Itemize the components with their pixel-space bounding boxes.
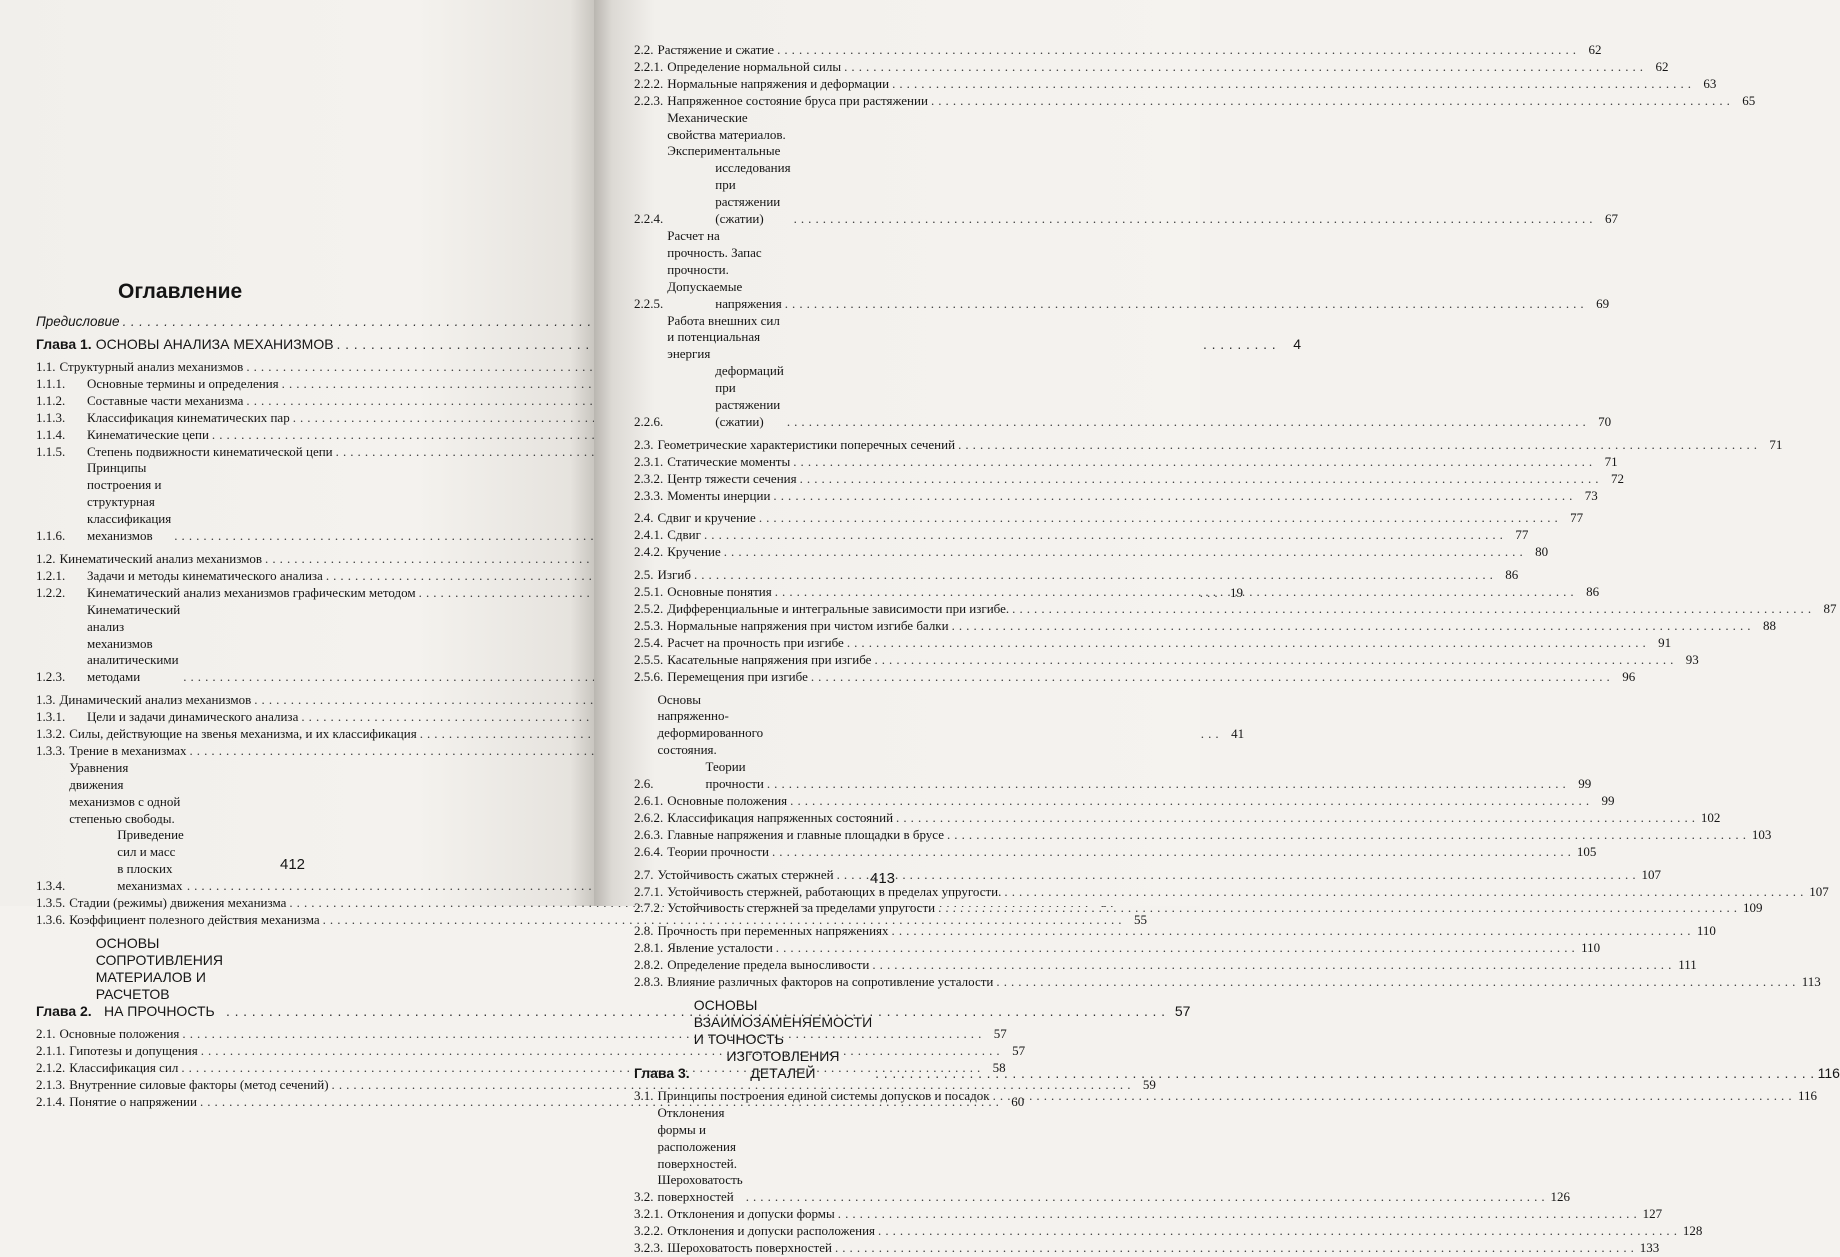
toc-leader-dots	[837, 867, 1636, 884]
toc-entry-title: Работа внешних сил и потенциальная энергия	[667, 312, 780, 362]
toc-entry-page: 99	[1601, 792, 1615, 808]
toc-entry-title: Степень подвижности кинематической цепи	[87, 443, 333, 459]
toc-entry-title: Устойчивость сжатых стержней	[657, 866, 834, 882]
toc-entry-number: 1.2.	[36, 550, 56, 566]
toc-entry	[634, 453, 1618, 471]
toc-entry-number: 1.3.6.	[36, 912, 66, 927]
toc-entry	[634, 792, 1615, 810]
toc-entry-number: 2.7.	[634, 866, 654, 882]
toc-entry	[634, 900, 1763, 917]
toc-entry	[634, 617, 1776, 635]
toc-entry	[634, 634, 1672, 652]
toc-entry-title: Теории прочности	[667, 843, 769, 859]
toc-entry-number: 1.1.5.	[36, 443, 66, 459]
toc-leader-dots	[794, 211, 1593, 228]
toc-entry-number: 2.1.4.	[36, 1093, 66, 1109]
toc-leader-dots	[847, 635, 1646, 652]
toc-entry	[36, 460, 551, 545]
toc-entry-title: Основные положения	[59, 1025, 180, 1041]
toc-entry	[634, 923, 1716, 940]
toc-entry-number: 2.7.1.	[634, 883, 664, 899]
toc-entry-number: 2.1.2.	[36, 1059, 66, 1075]
toc-entry-page: 88	[1762, 617, 1776, 633]
toc-entry	[36, 743, 551, 760]
toc-entry	[634, 1206, 1663, 1223]
toc-entry-title: Перемещения при изгибе	[667, 668, 808, 684]
toc-entry-number: 2.3.3.	[634, 487, 664, 503]
toc-entry-page: 71	[1769, 436, 1783, 452]
toc-entry-number: 2.8.3.	[634, 974, 664, 990]
toc-entry-number: 2.4.	[634, 510, 654, 526]
toc-entry-number: 2.2.4.	[634, 211, 664, 227]
toc-entry	[36, 726, 1245, 743]
toc-entry-title: Моменты инерции	[667, 487, 771, 503]
toc-entry-title: Прочность при переменных напряжениях	[657, 923, 889, 939]
toc-entry-title: ОСНОВЫ СОПРОТИВЛЕНИЯ МАТЕРИАЛОВ И РАСЧЕТОВ	[95, 934, 223, 1002]
toc-entry-title: Влияние различных факторов на сопротивление усталости	[667, 974, 994, 990]
toc-entry-page: 86	[1505, 567, 1519, 583]
toc-entry-number: 2.1.3.	[36, 1076, 66, 1092]
toc-entry-title: Центр тяжести сечения	[667, 470, 797, 486]
toc-entry-number: 2.5.3.	[634, 617, 664, 633]
toc-entry-number: 2.1.1.	[36, 1042, 66, 1058]
toc-entry	[634, 1223, 1703, 1240]
toc-entry-number: 2.6.	[634, 776, 654, 792]
toc-entry-page: 57	[993, 1025, 1007, 1041]
toc-entry-page: 70	[1598, 413, 1612, 429]
toc-entry-number: 2.6.1.	[634, 792, 664, 808]
toc-entry-title: Устойчивость стержней за пределами упругости	[667, 900, 936, 916]
toc-entry-page: 57	[1174, 1002, 1191, 1019]
toc-entry-title: Механические свойства материалов. Экспериментальные	[667, 109, 786, 159]
toc-entry	[36, 895, 551, 912]
toc-entry-number: 1.2.1.	[36, 567, 66, 583]
toc-leader-dots	[1012, 601, 1811, 618]
toc-entry-page: 72	[1610, 470, 1624, 486]
toc-leader-dots	[790, 793, 1589, 810]
toc-entry-page: 99	[1578, 776, 1592, 792]
toc-entry-title: ОСНОВЫ АНАЛИЗА МЕХАНИЗМОВ	[95, 336, 334, 352]
toc-entry-title: Кинематический анализ механизмов аналитическими	[87, 601, 181, 668]
toc-entry-page: 128	[1682, 1223, 1703, 1239]
toc-entry-page: 111	[1678, 957, 1697, 973]
toc-leader-dots	[931, 93, 1730, 110]
toc-entry-page: 126	[1550, 1189, 1571, 1205]
toc-entry-page: 116	[1817, 1064, 1840, 1081]
toc-entry	[634, 92, 1756, 110]
toc-entry-page: 80	[1535, 544, 1549, 560]
toc-entry	[634, 75, 1717, 93]
toc-leader-dots	[878, 1223, 1677, 1240]
toc-entry-title: Растяжение и сжатие	[657, 42, 775, 57]
toc-entry-page: 57	[1012, 1042, 1026, 1058]
toc-entry-title: Геометрические характеристики поперечных сечений	[657, 436, 956, 452]
page-number-left: 412	[280, 856, 306, 873]
toc-entry-number: 1.3.	[36, 692, 56, 708]
toc-leader-dots	[772, 844, 1571, 861]
toc-entry	[634, 1104, 1571, 1206]
toc-entry-number: 2.2.3.	[634, 92, 664, 108]
toc-entry-title: Структурный анализ механизмов	[59, 359, 244, 374]
toc-entry-title: Главные напряжения и главные площадки в брусе	[667, 826, 944, 842]
toc-entry-number: 1.3.1.	[36, 709, 66, 725]
toc-entry	[634, 470, 1624, 488]
toc-entry-number: 3.1.	[634, 1087, 654, 1103]
toc-entry-title: Классификация сил	[69, 1059, 179, 1075]
toc-leader-dots	[892, 923, 1691, 940]
toc-entry-page: 73	[1584, 487, 1598, 503]
toc-entry	[36, 1076, 1156, 1094]
toc-entry	[634, 42, 1602, 59]
toc-entry-number: 1.1.6.	[36, 528, 66, 544]
toc-entry-number: 2.5.1.	[634, 584, 664, 600]
toc-entry-page: 65	[1742, 92, 1756, 108]
toc-entry-number: 1.3.4.	[36, 878, 66, 894]
toc-entry-page: 55	[1133, 912, 1147, 927]
toc-entry-number: 2.3.1.	[634, 453, 664, 469]
toc-leader-dots	[787, 414, 1586, 431]
toc-leader-dots	[785, 296, 1584, 313]
toc-leader-dots	[694, 567, 1493, 584]
toc-entry-number: 2.2.2.	[634, 75, 664, 91]
toc-entry-title: Расчет на прочность. Запас прочности. Допускаемые	[667, 227, 762, 294]
toc-entry-title: Шероховатость поверхностей	[667, 1240, 832, 1256]
toc-leader-dots	[704, 527, 1503, 544]
toc-entry-title: Сдвиг	[667, 527, 701, 543]
toc-entry	[36, 336, 1301, 353]
toc-leader-dots	[947, 827, 1746, 844]
toc-entry-number: 2.3.2.	[634, 470, 664, 486]
toc-title: Оглавление	[118, 280, 243, 303]
toc-leader-dots	[793, 454, 1592, 471]
toc-entry-page: 96	[1622, 668, 1636, 684]
toc-entry-title: Устойчивость стержней, работающих в пределах упругости.	[667, 883, 1002, 899]
toc-entry-page: 41	[1231, 726, 1245, 742]
toc-entry-page: 107	[1641, 866, 1661, 882]
toc-leader-dots	[835, 1240, 1634, 1257]
toc-entry-number: 1.3.2.	[36, 726, 66, 742]
toc-entry-number: 2.8.2.	[634, 957, 664, 973]
toc-entry-page: 110	[1696, 923, 1716, 939]
toc-entry	[634, 544, 1549, 561]
toc-entry-title: Расчет на прочность при изгибе	[667, 634, 844, 650]
toc-entry-page: 19	[1230, 584, 1244, 600]
toc-entry-title: Сдвиг и кручение	[657, 510, 756, 526]
toc-entry	[634, 58, 1669, 76]
toc-entry	[36, 760, 551, 895]
toc-entry	[36, 427, 551, 444]
toc-entry	[36, 313, 551, 330]
toc-entry-title-continued: механизмов	[87, 528, 153, 544]
toc-entry-title: Изгиб	[657, 567, 691, 583]
toc-entry-page: 102	[1700, 809, 1721, 825]
toc-leader-dots	[811, 669, 1610, 686]
toc-leader-dots	[759, 510, 1558, 527]
toc-entry-title: Отклонения и допуски расположения	[667, 1223, 876, 1239]
toc-entry-title: ОСНОВЫ ВЗАИМОЗАМЕНЯЕМОСТИ И ТОЧНОСТЬ	[693, 996, 873, 1047]
toc-entry	[36, 602, 551, 687]
toc-entry-number: 1.1.1.	[36, 375, 66, 391]
toc-entry-title: Трение в механизмах	[69, 742, 187, 758]
toc-entry-number: 1.1.	[36, 359, 56, 374]
toc-entry-number: 2.1.	[36, 1025, 56, 1041]
toc-entry	[36, 1025, 1007, 1043]
toc-entry-page: 133	[1639, 1240, 1660, 1256]
toc-entry	[36, 692, 551, 709]
toc-entry-page: 62	[1655, 58, 1669, 74]
toc-entry	[36, 912, 1147, 929]
toc-leader-dots	[958, 437, 1757, 454]
toc-entry-title: Коэффициент полезного действия механизма	[69, 912, 320, 927]
toc-entry	[36, 568, 551, 585]
toc-entry-title: Кинематический анализ механизмов	[59, 550, 263, 566]
toc-leader-dots	[875, 1065, 1814, 1082]
toc-entry-number: 2.2.1.	[634, 58, 664, 74]
toc-entry-page: 62	[1588, 42, 1602, 57]
toc-entry-title: Внутренние силовые факторы (метод сечений)	[69, 1076, 329, 1092]
toc-entry-title: Составные части механизма	[87, 392, 244, 408]
toc-entry-number: 1.1.2.	[36, 392, 66, 408]
toc-entry-number: 1.3.3.	[36, 742, 66, 758]
page-number-right: 413	[870, 870, 896, 887]
toc-entry-page: 60	[1011, 1093, 1025, 1109]
toc-entry-title-continued: ИЗГОТОВЛЕНИЯ ДЕТАЛЕЙ	[726, 1047, 840, 1081]
toc-entry	[634, 668, 1636, 686]
toc-entry-number: 2.5.6.	[634, 668, 664, 684]
toc-entry	[634, 601, 1837, 618]
toc-entry-title-continued: НА ПРОЧНОСТЬ	[103, 1002, 215, 1019]
toc-entry-title: Динамический анализ механизмов	[59, 692, 252, 708]
toc-leader-dots	[773, 488, 1572, 505]
toc-leader-dots	[800, 471, 1599, 488]
toc-entry-title: Статические моменты	[667, 453, 791, 469]
toc-entry-title: Уравнения движения механизмов с одной степенью свободы.	[69, 759, 181, 826]
toc-leader-dots	[1004, 884, 1803, 901]
toc-entry-number: 2.5.4.	[634, 634, 664, 650]
toc-entry	[634, 651, 1699, 669]
toc-entry-page: 67	[1604, 211, 1618, 227]
toc-entry-title: Основные положения	[667, 792, 788, 808]
toc-entry-title: Основные понятия	[667, 584, 772, 600]
toc-entry	[634, 974, 1821, 991]
toc-entry	[634, 312, 1612, 431]
toc-entry-title: Напряженное состояние бруса при растяжении	[667, 92, 928, 108]
toc-entry-title-continued: исследования при растяжении (сжатии)	[715, 160, 791, 227]
toc-entry-page: 71	[1604, 453, 1618, 469]
toc-leader-dots	[844, 59, 1643, 76]
toc-entry	[634, 527, 1529, 544]
toc-entry-page: 105	[1576, 843, 1597, 859]
toc-entry	[36, 376, 551, 393]
toc-entry-page: 77	[1515, 527, 1529, 543]
toc-entry-title: Классификация напряженных состояний	[667, 809, 894, 825]
toc-entry	[634, 510, 1584, 527]
toc-entry-title-continued: напряжения	[715, 295, 782, 311]
toc-entry-title: Дифференциальные и интегральные зависимости при изгибе.	[667, 601, 1010, 616]
toc-entry-title: Определение нормальной силы	[667, 58, 842, 74]
toc-entry-title: Нормальные напряжения и деформации	[667, 75, 890, 91]
toc-entry-number: 2.5.	[634, 567, 654, 583]
toc-entry-title: Принципы построения и структурная классификация	[87, 460, 172, 527]
toc-entry-title: Отклонения и допуски формы	[667, 1206, 835, 1222]
toc-entry	[634, 826, 1772, 844]
toc-entry-page: 107	[1809, 883, 1829, 899]
toc-entry-number: 1.2.2.	[36, 584, 66, 600]
toc-entry-title: Силы, действующие на звенья механизма, и их классификация	[69, 726, 417, 742]
toc-entry-title-continued: Теории прочности	[705, 759, 764, 792]
toc-entry	[36, 1042, 1026, 1060]
toc-entry-number: 3.2.1.	[634, 1206, 664, 1222]
toc-leader-dots	[993, 1088, 1792, 1105]
toc-leader-dots	[776, 940, 1575, 957]
toc-entry-number: 1.1.3.	[36, 409, 66, 425]
toc-entry-title-continued: Приведение сил и масс в плоских механизмах	[117, 827, 184, 894]
toc-entry-number: 3.2.	[634, 1189, 654, 1205]
toc-entry-title: Цели и задачи динамического анализа	[87, 709, 299, 725]
toc-entry-page: 127	[1642, 1206, 1663, 1222]
toc-entry	[634, 957, 1697, 974]
toc-entry-page: 109	[1742, 900, 1763, 916]
toc-entry-number: 3.2.2.	[634, 1223, 664, 1239]
toc-entry-number: 2.7.2.	[634, 900, 664, 916]
toc-entry-title-continued: методами	[87, 669, 141, 685]
toc-entry-title: Кинематический анализ механизмов графическим методом	[87, 584, 416, 600]
toc-entry-title: Основные термины и определения	[87, 375, 279, 391]
toc-entry-page: 103	[1751, 826, 1772, 842]
toc-entry-number: 1.2.3.	[36, 669, 66, 685]
toc-entry	[634, 866, 1661, 884]
toc-leader-dots	[952, 618, 1751, 635]
toc-entry-number: 1.1.4.	[36, 426, 66, 442]
toc-leader-dots	[872, 957, 1671, 974]
toc-entry-page: 116	[1797, 1087, 1817, 1103]
toc-entry-title: Нормальные напряжения при чистом изгибе балки	[667, 617, 949, 633]
toc-entry-number: Глава 3.	[634, 1064, 690, 1081]
toc-entry-number: 2.6.3.	[634, 826, 664, 842]
toc-entry-number: 3.2.3.	[634, 1240, 664, 1256]
toc-entry-title: Отклонения формы и расположения поверхностей.	[657, 1104, 737, 1171]
toc-entry-title-continued: деформаций при растяжении (сжатии)	[715, 363, 784, 429]
toc-entry-title: Принципы построения единой системы допусков и посадок	[657, 1087, 990, 1103]
toc-entry	[36, 393, 551, 410]
toc-entry	[36, 709, 551, 726]
toc-leader-dots	[996, 974, 1795, 991]
toc-entry-page: 69	[1596, 295, 1610, 311]
toc-entry-number: 2.6.4.	[634, 843, 664, 859]
toc-entry	[36, 359, 551, 376]
toc-leader-dots	[896, 810, 1695, 827]
toc-entry-number: 2.4.2.	[634, 544, 664, 560]
toc-entry-page: 59	[1142, 1076, 1156, 1092]
toc-entry-page: 77	[1570, 510, 1584, 526]
toc-entry-page: 91	[1658, 634, 1672, 650]
toc-entry-title: Гипотезы и допущения	[69, 1042, 198, 1058]
toc-leader-dots	[746, 1189, 1545, 1206]
toc-entry-page: 87	[1823, 601, 1837, 616]
toc-entry-number: 2.6.2.	[634, 809, 664, 825]
toc-entry-title: Понятие о напряжении	[69, 1093, 197, 1109]
toc-entry	[634, 436, 1783, 454]
toc-entry-title: Определение предела выносливости	[667, 957, 870, 973]
toc-entry-page: 93	[1685, 651, 1699, 667]
toc-entry-number: 2.8.1.	[634, 940, 664, 956]
toc-leader-dots	[775, 584, 1574, 601]
toc-entry	[36, 444, 551, 461]
toc-entry-number: 2.5.2.	[634, 601, 664, 616]
toc-entry-number: 2.3.	[634, 436, 654, 452]
toc-entry-page: 113	[1801, 974, 1821, 990]
toc-leader-dots	[777, 42, 1576, 59]
toc-entry-title: Кинематические цепи	[87, 426, 209, 442]
toc-entry-page: 110	[1581, 940, 1601, 956]
toc-entry-title: Кручение	[667, 544, 721, 560]
toc-leader-dots	[838, 1206, 1637, 1223]
toc-entry	[634, 1087, 1817, 1105]
toc-leader-dots	[874, 652, 1673, 669]
toc-entry-page: 4	[1293, 336, 1301, 352]
toc-entry	[634, 883, 1829, 901]
toc-entry	[634, 487, 1598, 505]
toc-entry-title: Классификация кинематических пар	[87, 409, 290, 425]
toc-leader-dots	[767, 776, 1566, 793]
toc-entry-number: Глава 1.	[36, 336, 92, 352]
toc-entry	[634, 809, 1721, 827]
toc-entry	[634, 109, 1618, 228]
toc-entry-title: Явление усталости	[667, 940, 773, 956]
toc-entry	[36, 410, 551, 427]
toc-entry	[634, 843, 1597, 861]
toc-entry	[634, 567, 1519, 584]
toc-entry-page: 63	[1703, 75, 1717, 91]
toc-entry	[634, 227, 1610, 313]
toc-leader-dots	[724, 544, 1523, 561]
toc-entry-title-continued: Шероховатость поверхностей	[657, 1172, 743, 1205]
toc-entry-number: 2.2.	[634, 42, 654, 57]
toc-entry-number: 2.8.	[634, 923, 654, 939]
toc-entry	[634, 1240, 1660, 1257]
toc-entry-number: 2.4.1.	[634, 527, 664, 543]
toc-entry-number: 2.5.5.	[634, 651, 664, 667]
toc-entry-number: 1.3.5.	[36, 895, 66, 911]
toc-entry-title: Стадии (режимы) движения механизма	[69, 895, 287, 911]
toc-entry-title: Основы напряженно-деформированного состояния.	[657, 691, 764, 758]
toc-entry-title: Касательные напряжения при изгибе	[667, 651, 872, 667]
toc-entry-number: 2.2.5.	[634, 295, 664, 311]
toc-entry-title: Задачи и методы кинематического анализа	[87, 567, 323, 583]
toc-leader-dots	[938, 900, 1737, 917]
toc-entry	[634, 940, 1601, 957]
toc-entry-page: 86	[1586, 584, 1600, 600]
toc-leader-dots	[892, 76, 1691, 93]
toc-entry	[36, 551, 551, 568]
toc-entry-page: 58	[992, 1059, 1006, 1075]
toc-entry-number: 2.2.6.	[634, 413, 664, 429]
toc-entry-number: Глава 2.	[36, 1002, 92, 1019]
toc-entry-title: Предисловие	[36, 314, 120, 329]
